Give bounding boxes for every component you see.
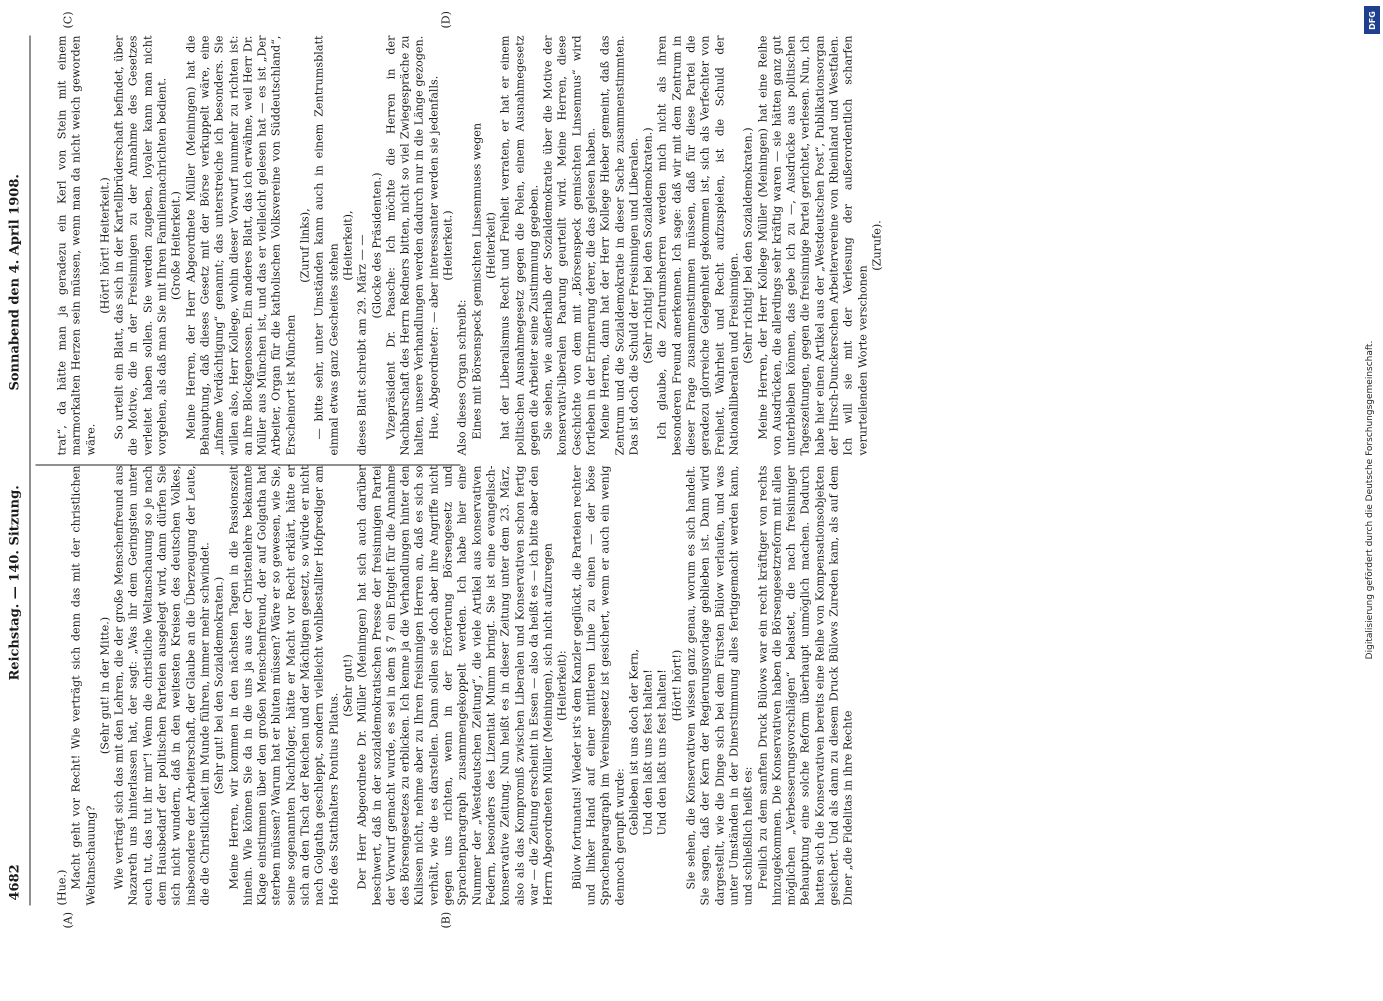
right-column bbox=[56, 36, 885, 456]
quoted-paragraph: trat“, da hätte man ja geradezu ein Kerl von Stein mit einem marmorkalten Herzen sein müssen, wenn man da nicht weich geworden wäre. bbox=[55, 35, 98, 456]
paragraph: Der Herr Abgeordnete Dr. Müller (Meiningen) hat sich auch darüber beschwert, daß in der sozialdemokratischen Presse der freisinnigen Partei der Vorwurf gemacht wurde, es sei in dem § 7 ein Entgelt für die Annahme des Börsengesetzes zu erblicken. Ich kenne ja die Verhandlungen hinter den Kulissen nicht, nehme aber zu Ihren freisinnigen Herren an, daß es sich so verhält, wie die es darstellen. Dann sollen sie doch aber ihre Angriffe nicht gegen uns richten, wenn in der Erörterung Börsengesetz und Sprachenparagraph zusammengekoppelt werden. Ich habe hier eine Nummer der „Westdeutschen Zeitung“, die viele Artikel aus konservativen Federn, besonders des Lizentiat Mumm bringt. Sie ist eine evangelisch-konservative Zeitung. Nun heißt es in dieser Zeitung unter dem 23. März, also als das Kompromiß zwischen Liberalen und Konservativen schon fertig war — die Zeitung erscheint in Essen — also da heißt es — ich bitte aber den Herrn Abgeordneten Müller (Meiningen), sich nicht aufzuregen bbox=[355, 465, 555, 906]
interjection: (Große Heiterkeit.) bbox=[169, 191, 183, 300]
quoted-paragraph: hat der Liberalismus Recht und Freiheit verraten, er hat er einem politischen Ausnahmegesetz gegen die Polen, einem Ausnahmegesetz gegen die Arbeiter seine Zustimmung gegeben. bbox=[498, 35, 541, 456]
interjection: (Hört! hört! Heiterkeit.) bbox=[98, 177, 112, 314]
digitization-credit: Digitalisierung gefördert durch die Deutsche Forschungsgemeinschaft. bbox=[1365, 340, 1375, 660]
interjection: (Sehr gut! in der Mitte.) bbox=[98, 616, 112, 755]
running-head-left: Reichstag. — 140. Sitzung. bbox=[7, 485, 23, 681]
dfg-logo bbox=[1364, 6, 1380, 34]
paragraph: Meine Herren, der Herr Kollege Müller (Meiningen) hat eine Reihe von Ausdrücken, die allerdings sehr kräftig waren — sie hätten ganz gut unterbleiben können, das gebe ich zu —, Ausdrücke aus politischen Tageszeitungen, gegen die freisinnige Partei gerichtet, verlesen. Nun, ich habe hier einen Artikel aus der „Westdeutschen Post“, Publikationsorgan der Hirsch-Dunckerschen Arbeitervereine von Rheinland und Westfalen. Ich will sie mit der Verlesung der außerordentlich scharfen verurteilenden Worte verschonen bbox=[756, 35, 870, 456]
verse-line: Und den laßt uns fest halten! bbox=[655, 669, 669, 836]
paragraph: Sie sehen, die Konservativen wissen ganz genau, worum es sich handelt. Sie sagen, daß der Kern der Regierungsvorlage geblieben ist. Dann wird dargestellt, wie die Dinge sich bei dem Fürsten Bülow verlaufen, und was unter Umständen in der Dinerstimmung alles fertiggemacht werden kann, und schließlich heißt es: bbox=[684, 465, 755, 906]
interjection: (Sehr gut! bei den Sozialdemokraten.) bbox=[212, 576, 226, 795]
interjection: (Zurufe). bbox=[870, 220, 884, 271]
interjection: (Hört! hört!) bbox=[670, 649, 684, 722]
paragraph: Vizepräsident Dr. Paasche: Ich möchte die Herren in der Nachbarschaft des Herrn Redners bitten, nicht so viel Zwiegespräche zu halten, unsere Verhandlungen werden dadurch nur in die Länge gezogen. bbox=[384, 35, 426, 456]
paragraph: Hue, Abgeordneter: — aber interessanter werden sie jedenfalls. bbox=[427, 75, 441, 440]
paragraph: Wie verträgt sich das mit den Lehren, die der große Menschenfreund aus Nazareth uns hinterlassen hat, der sagt: „Was ihr dem Geringsten unter euch tut, das tut ihr mir“! Wenn die christliche Weltanschauung so je nach dem Hausbedarf der politischen Parteien ausgelegt wird, dann dürfen Sie sich nicht wundern, daß in den weitesten Kreisen des deutschen Volkes, insbesondere der Arbeiterschaft, der Glaube an die Überzeugung der Leute, die die Christlichkeit im Munde führen, immer mehr schwindet. bbox=[112, 465, 212, 906]
interjection: (Sehr richtig! bei den Sozialdemokraten.) bbox=[641, 127, 655, 364]
verse-line: Und den laßt uns fest halten! bbox=[641, 669, 655, 836]
paragraph: Meine Herren, dann hat der Herr Kollege Hieber gemeint, daß das Zentrum und die Sozialdemokratie in dieser Sache zusammenstimmten. Das ist doch die Schuld der Freisinnigen und Liberalen. bbox=[598, 35, 641, 456]
paragraph: So urteilt ein Blatt, das sich in der Kartellbrüderschaft befindet, über die Motive, die in der Freisinnigen zu der Annahme des Gesetzes verleitet haben sollen. Sie werden zugeben, loyaler kann man nicht vorgehen, als daß man Sie mit Ihren Familiennachrichten bedient. bbox=[112, 35, 169, 456]
margin-marker-d: (D) bbox=[439, 11, 453, 29]
paragraph: Also dieses Organ schreibt: bbox=[455, 299, 469, 456]
interjection: (Heiterkeit), bbox=[341, 210, 355, 281]
left-column bbox=[56, 466, 857, 906]
paragraph: Ich glaube, die Zentrumsherren werden mich nicht als ihren besonderen Freund anerkennen. Ich sage: daß wir mit dem Zentrum in dieser Frage zusammenstimmen müssen, daß für diese Partei die geradezu glorreiche Gelegenheit gekommen ist, sich als Verfechter von Freiheit, Wahrheit und Recht aufzuspielen, ist die Schuld der Nationalliberalen und Freisinnigen. bbox=[655, 35, 741, 456]
margin-marker-c: (C) bbox=[61, 11, 75, 29]
margin-marker-a: (A) bbox=[61, 911, 75, 929]
verse-line: Geblieben ist uns doch der Kern, bbox=[627, 648, 641, 836]
paragraph: Meine Herren, der Herr Abgeordnete Müller (Meiningen) hat die Behauptung, daß dieses Gesetz mit der Börse verkuppelt wäre, eine „infame Verdächtigung“ genannt; das unterstreiche ich besonders. Sie willen also, Herr Kollege, wohin dieser Vorwurf nunmehr zu richten ist: an ihre Blockgenossen. Ein anderes Blatt, das ich erwähne, weil Herr Dr. Müller aus München ist, und das er vielleicht gelesen hat — es ist „Der Arbeiter, Organ für die katholischen Volksvereine von Süddeutschland“, Erscheinort ist München bbox=[184, 35, 298, 456]
paragraph: dieses Blatt schreibt am 29. März — — bbox=[355, 234, 369, 456]
quoted-paragraph: Bülow fortunatus! Wieder ist's dem Kanzler geglückt, die Parteien rechter und linker Hand auf einer mittleren Linie zu einen — der böse Sprachenparagraph im Vereinsgesetz ist gesichert, wenn er auch ein wenig dennoch gerupft wurde: bbox=[570, 465, 627, 906]
interjection: (Zuruf links), bbox=[298, 208, 312, 283]
interjection: (Heiterkeit) bbox=[484, 212, 498, 279]
interjection: (Heiterkeit.) bbox=[441, 210, 455, 281]
quoted-paragraph: Freilich zu dem sanften Druck Bülows war ein recht kräftiger von rechts hinzugekommen. Die Konservativen haben die Börsengesetzreform mit allen möglichen „Verbesserungsvorschlägen“ belastet, die nach freisinniger Behauptung eine solche Reform überhaupt unmöglich machen. Dadurch hatten sich die Konservativen bereits eine Reihe von Kompensationsobjekten gesichert. Und als dann zu diesem Druck Bülows Zureden kam, als auf dem Diner „die Fidelitas in ihre Rechte bbox=[756, 465, 855, 906]
page-number: 4682 bbox=[7, 864, 23, 901]
quoted-paragraph: Eines mit Börsenspeck gemischten Linsenmuses wegen bbox=[470, 122, 484, 440]
interjection: (Sehr gut!) bbox=[341, 654, 355, 717]
margin-marker-b: (B) bbox=[439, 911, 453, 929]
paragraph: Sie sehen, wie außerhalb der Sozialdemokratie über die Motive der konservativ-liberalen Paarung geurteilt wird. Meine Herren, diese Geschichte von dem mit „Börsenspeck gemischten Linsenmus“ wird fortleben in der Erinnerung derer, die das gelesen haben. bbox=[541, 35, 598, 456]
paragraph: Macht geht vor Recht! Wie verträgt sich denn das mit der christlichen Weltanschauung? bbox=[69, 465, 98, 906]
header-rule bbox=[30, 36, 31, 906]
paragraph: Meine Herren, wir kommen in den nächsten Tagen in die Passionszeit hinein. Wie können Sie da in die uns ja aus der Christenlehre bekannte Klage einstimmen über den großen Menschenfreund, der auf Golgatha hat sterben müssen? Warum hat er bluten müssen? Wäre er so gewesen, wie Sie, seine sogenannten Nachfolger, hätte er Macht vor Recht erklärt, hätte er sich an den Tisch der Reichen und der Mächtigen gesetzt, so würde er nicht nach Golgatha geschleppt, sondern vielleicht wohlbestallter Hofprediger am Hofe des Statthalters Pontius Pilatus. bbox=[227, 465, 341, 906]
running-head-right: Sonnabend den 4. April 1908. bbox=[7, 174, 23, 391]
interjection: (Sehr richtig! bei den Sozialdemokraten.) bbox=[741, 127, 755, 364]
rotated-page bbox=[0, 1, 884, 1001]
speaker-label: (Hue.) bbox=[55, 869, 69, 906]
interjection: (Heiterkeit): bbox=[555, 650, 569, 721]
dfg-logo-text: DFG bbox=[1367, 10, 1377, 30]
paragraph: — bitte sehr, unter Umständen kann auch in einem Zentrumsblatt einmal etwas ganz Gescheites stehen bbox=[312, 35, 341, 456]
interjection: (Glocke des Präsidenten.) bbox=[370, 172, 384, 319]
